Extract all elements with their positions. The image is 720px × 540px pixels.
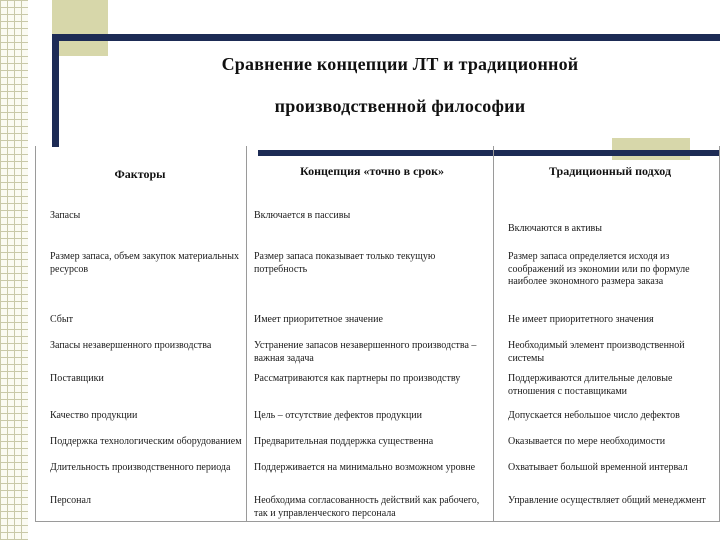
- cell-traditional: Управление осуществляет общий менеджмент: [508, 495, 706, 506]
- cell-factor: Персонал: [50, 495, 91, 506]
- cell-factor: Длительность производственного периода: [50, 462, 231, 473]
- cell-factor: Сбыт: [50, 314, 73, 325]
- grid-decoration: [0, 0, 28, 540]
- cell-traditional: Охватывает большой временной интервал: [508, 462, 688, 473]
- cell-traditional: Допускается небольшое число дефектов: [508, 410, 680, 421]
- decorative-bar-vertical: [52, 34, 59, 147]
- cell-jit: Рассматриваются как партнеры по производству: [254, 373, 461, 384]
- cell-jit: Цель – отсутствие дефектов продукции: [254, 410, 423, 421]
- cell-jit: Устранение запасов незавершенного производства – важная задача: [254, 340, 477, 364]
- cell-traditional: Необходимый элемент производственной системы: [508, 340, 685, 364]
- cell-jit: Размер запаса показывает только текущую потребность: [254, 251, 436, 275]
- cell-traditional: Включаются в активы: [508, 223, 602, 234]
- cell-jit: Имеет приоритетное значение: [254, 314, 383, 325]
- cell-factor: Поставщики: [50, 373, 104, 384]
- cell-jit: Поддерживается на минимально возможном уровне: [254, 462, 476, 473]
- cell-traditional: Оказывается по мере необходимости: [508, 436, 666, 447]
- cell-traditional: Размер запаса определяется исходя из соображений из экономии или по формуле наиболее экономного размера заказа: [508, 251, 690, 287]
- header-jit: Концепция «точно в срок»: [300, 164, 444, 178]
- decorative-square: [52, 0, 108, 56]
- cell-traditional: Не имеет приоритетного значения: [508, 314, 654, 325]
- slide-title-line-2: производственной философии: [274, 96, 526, 116]
- cell-traditional: Поддерживаются длительные деловые отношения с поставщиками: [508, 373, 673, 397]
- cell-factor: Запасы: [50, 210, 81, 221]
- header-factors: Факторы: [114, 167, 166, 181]
- cell-jit: Необходима согласованность действий как рабочего, так и управленческого персонала: [254, 495, 480, 519]
- slide-title-line-1: Сравнение концепции ЛТ и традиционной: [221, 54, 579, 74]
- decorative-bar-top: [52, 34, 720, 41]
- cell-factor: Размер запаса, объем закупок материальных ресурсов: [50, 251, 239, 275]
- cell-factor: Качество продукции: [50, 410, 138, 421]
- column-divider: [246, 146, 247, 522]
- cell-factor: Поддержка технологическим оборудованием: [50, 436, 242, 447]
- cell-factor: Запасы незавершенного производства: [50, 340, 212, 351]
- header-traditional: Традиционный подход: [548, 164, 672, 178]
- cell-jit: Включается в пассивы: [254, 210, 351, 221]
- cell-jit: Предварительная поддержка существенна: [254, 436, 434, 447]
- column-divider: [493, 146, 494, 522]
